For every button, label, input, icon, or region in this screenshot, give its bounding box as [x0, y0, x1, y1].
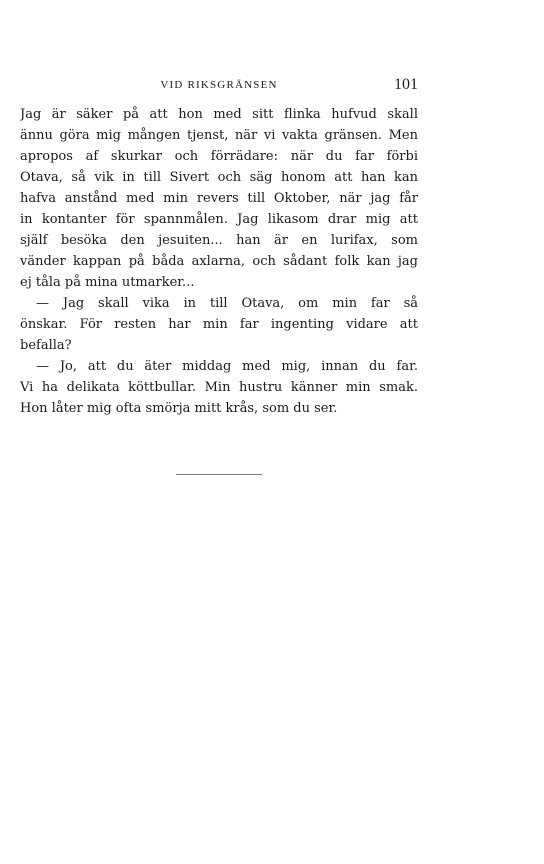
text-line: önskar. För resten har min far ingenting vidare att [20, 317, 418, 332]
dialogue-line: — Jag skall vika in till Otava, om min far så [36, 296, 418, 311]
text-line: Jag är säker på att hon med sitt flinka hufvud skall [20, 107, 418, 122]
body-text [20, 104, 418, 419]
text-line: in kontanter för spannmålen. Jag likasom drar mig att [20, 212, 418, 227]
text-line: apropos af skurkar och förrädare: när du far förbi [20, 149, 418, 164]
text-line: ej tåla på mina utmarker... [20, 275, 195, 290]
text-line: vänder kappan på båda axlarna, och sådant folk kan jag [20, 254, 418, 269]
text-line: Otava, så vik in till Sivert och säg honom att han kan [20, 170, 418, 185]
dialogue-line: — Jo, att du äter middag med mig, innan du far. [36, 359, 418, 374]
page-number: 101 [394, 76, 418, 93]
section-end-rule [176, 474, 262, 475]
text-line: Hon låter mig ofta smörja mitt krås, som du ser. [20, 401, 338, 416]
running-title: VID RIKSGRÄNSEN [160, 79, 278, 91]
text-line: hafva anstånd med min revers till Oktober, när jag får [20, 191, 418, 206]
text-line: själf besöka den jesuiten... han är en lurifax, som [20, 233, 418, 248]
text-line: befalla? [20, 338, 72, 353]
text-line: ännu göra mig mången tjenst, när vi vakta gränsen. Men [20, 128, 418, 143]
running-head [20, 76, 418, 96]
text-line: Vi ha delikata köttbullar. Min hustru känner min smak. [20, 380, 418, 395]
